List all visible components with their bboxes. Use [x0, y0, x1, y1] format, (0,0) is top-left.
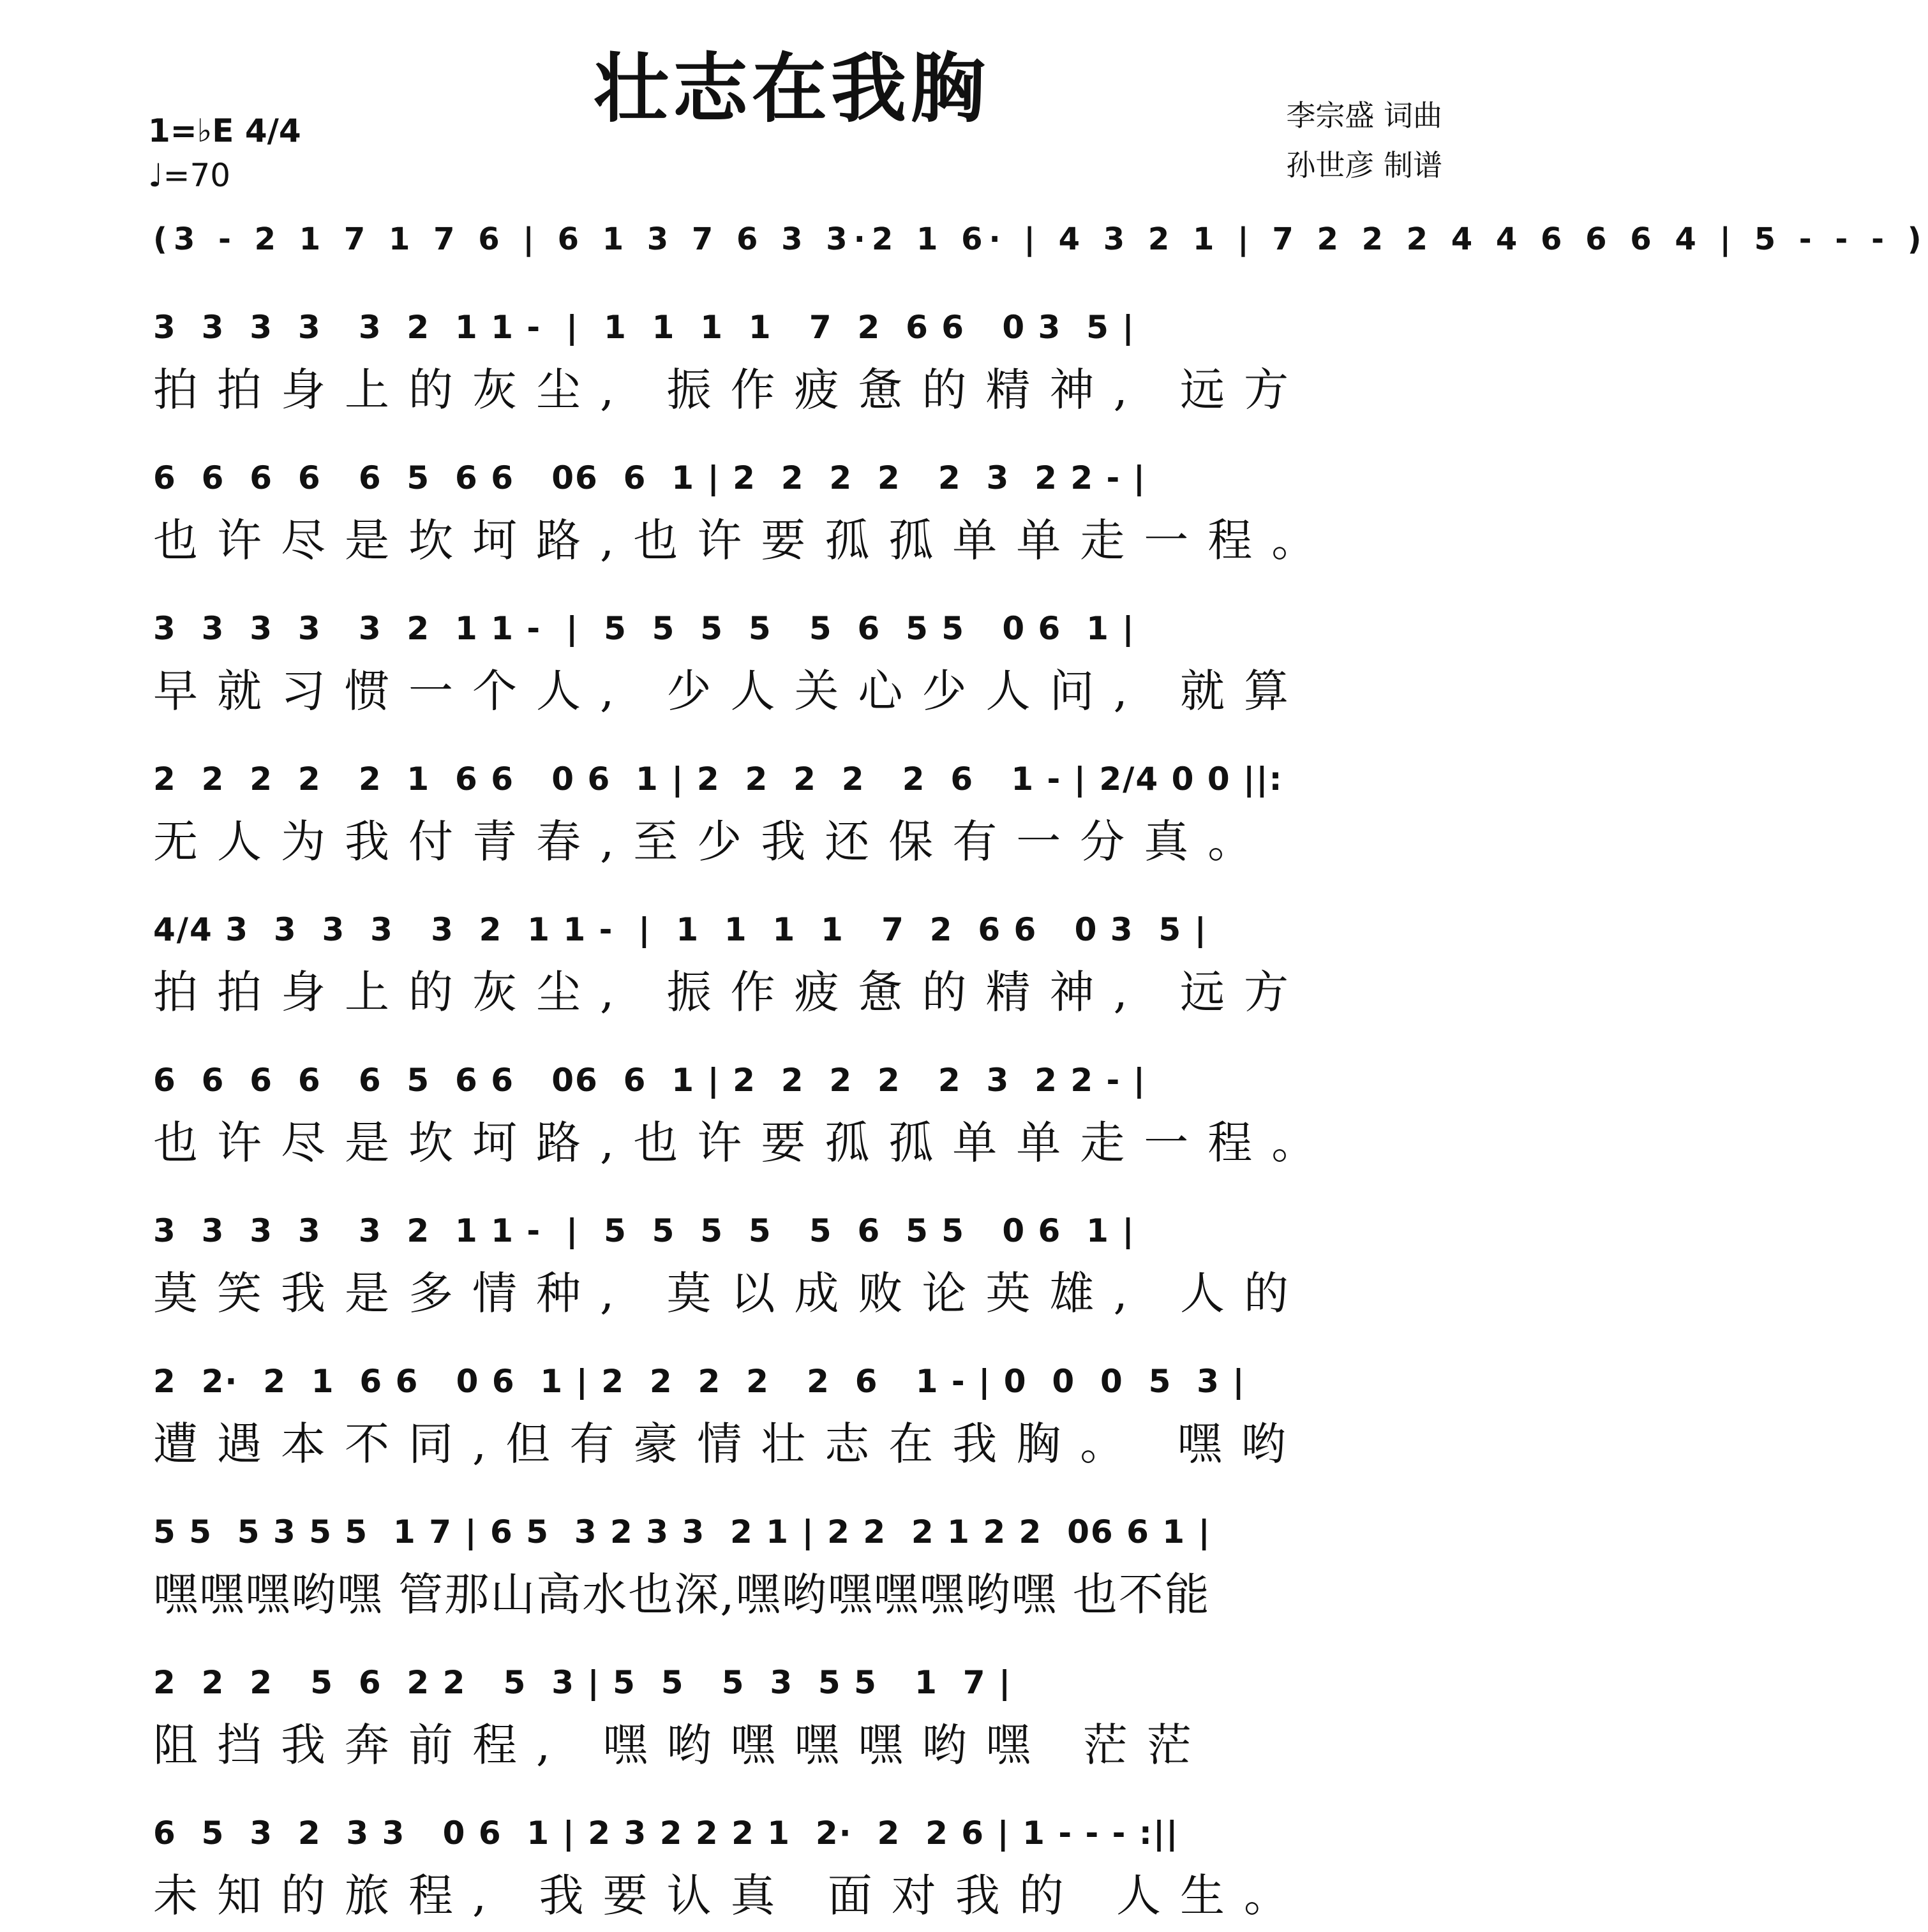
- lyric-line: 也许尽是坎坷路,也许要孤孤单单走一程。: [153, 514, 1336, 567]
- tempo-marking: ♩=70: [148, 157, 231, 194]
- notes-text: 3 3 3 3 3 2 1 1 - | 1 1 1 1 7 2 6 6 0 3 5 |: [153, 309, 1135, 346]
- notes-line: [153, 1806, 1449, 1861]
- notes-text: 6 6 6 6 6 5 6 6 06 6 1 | 2 2 2 2 2 3 2 2 - |: [153, 459, 1146, 496]
- notes-line: [153, 1505, 1449, 1559]
- notes-line: [153, 601, 1449, 656]
- credits: [1286, 91, 1442, 190]
- system-6: [153, 1053, 1449, 1178]
- lyricist-composer: 李宗盛 词曲: [1286, 98, 1442, 133]
- lyric-line: 拍拍身上的灰尘, 振作疲惫的精神, 远方: [153, 966, 1308, 1018]
- lyric-line: 阻挡我奔前程, 嘿哟嘿嘿嘿哟嘿 茫茫: [153, 1719, 1211, 1771]
- notes-text: 5 5 5 3 5 5 1 7 | 6 5 3 2 3 3 2 1 | 2 2 2 1 2 2 06 6 1 |: [153, 1513, 1211, 1550]
- lyric-line: 早就习惯一个人, 少人关心少人问, 就算: [153, 665, 1308, 717]
- lyric-line: 莫笑我是多情种, 莫以成败论英雄, 人的: [153, 1267, 1308, 1319]
- notes-line: [153, 1655, 1449, 1710]
- notes-line: [153, 450, 1449, 505]
- score-meta: [148, 108, 301, 198]
- lyric-line: 拍拍身上的灰尘, 振作疲惫的精神, 远方: [153, 364, 1308, 416]
- key-signature: 1=♭E 4/4: [148, 112, 301, 149]
- system-11: [153, 1806, 1449, 1931]
- lyric-line: 无人为我付青春,至少我还保有一分真。: [153, 815, 1272, 868]
- notes-text: 2 2· 2 1 6 6 0 6 1 | 2 2 2 2 2 6 1 - | 0 0 0 5 3 |: [153, 1363, 1246, 1400]
- system-4: [153, 752, 1449, 877]
- notes-line: [153, 1053, 1449, 1108]
- notes-text: 6 6 6 6 6 5 6 6 06 6 1 | 2 2 2 2 2 3 2 2 - |: [153, 1062, 1146, 1099]
- notes-text: 2 2 2 2 2 1 6 6 0 6 1 | 2 2 2 2 2 6 1 - | 2/4 0 0 ||:: [153, 761, 1283, 798]
- system-1: [153, 300, 1449, 425]
- notes-line: [153, 300, 1449, 355]
- notes-text: 3 3 3 3 3 2 1 1 - | 5 5 5 5 5 6 5 5 0 6 1 |: [153, 1212, 1135, 1249]
- notes-line: [153, 1203, 1449, 1258]
- system-3: [153, 601, 1449, 726]
- score-body: [153, 204, 1928, 1931]
- notes-text: 6 5 3 2 3 3 0 6 1 | 2 3 2 2 2 1 2· 2 2 6 | 1 - - - :||: [153, 1815, 1179, 1852]
- notes-line: [153, 752, 1449, 806]
- lyric-line: 遭遇本不同,但有豪情壮志在我胸。 嘿哟: [153, 1418, 1305, 1470]
- song-title: 壮志在我胸: [593, 44, 989, 133]
- notes-line: [153, 1354, 1449, 1409]
- system-7: [153, 1203, 1449, 1328]
- notes-text: 4/4 3 3 3 3 3 2 1 1 - | 1 1 1 1 7 2 6 6 0 3 5 |: [153, 911, 1207, 948]
- system-10: [153, 1655, 1449, 1780]
- lyric-line: 也许尽是坎坷路,也许要孤孤单单走一程。: [153, 1117, 1336, 1169]
- score-maker: 孙世彦 制谱: [1286, 148, 1442, 182]
- notes-text: 2 2 2 5 6 2 2 5 3 | 5 5 5 3 5 5 1 7 |: [153, 1664, 1012, 1701]
- system-9: [153, 1505, 1449, 1630]
- notes-text: 3 3 3 3 3 2 1 1 - | 5 5 5 5 5 6 5 5 0 6 1 |: [153, 610, 1135, 647]
- system-8: [153, 1354, 1449, 1479]
- lyric-line: 嘿嘿嘿哟嘿 管那山高水也深,嘿哟嘿嘿嘿哟嘿 也不能: [153, 1568, 1211, 1621]
- lyric-line: 未知的旅程, 我要认真 面对我的 人生。: [153, 1869, 1308, 1922]
- notes-line: [153, 902, 1449, 957]
- intro-line: (3 - 2 1 7 1 7 6 | 6 1 3 7 6 3 3·2 1 6· | 4 3 2 1 | 7 2 2 2 4 4 6 6 6 4 | 5 - - - ): [153, 221, 1928, 257]
- system-5: [153, 902, 1449, 1027]
- system-2: [153, 450, 1449, 576]
